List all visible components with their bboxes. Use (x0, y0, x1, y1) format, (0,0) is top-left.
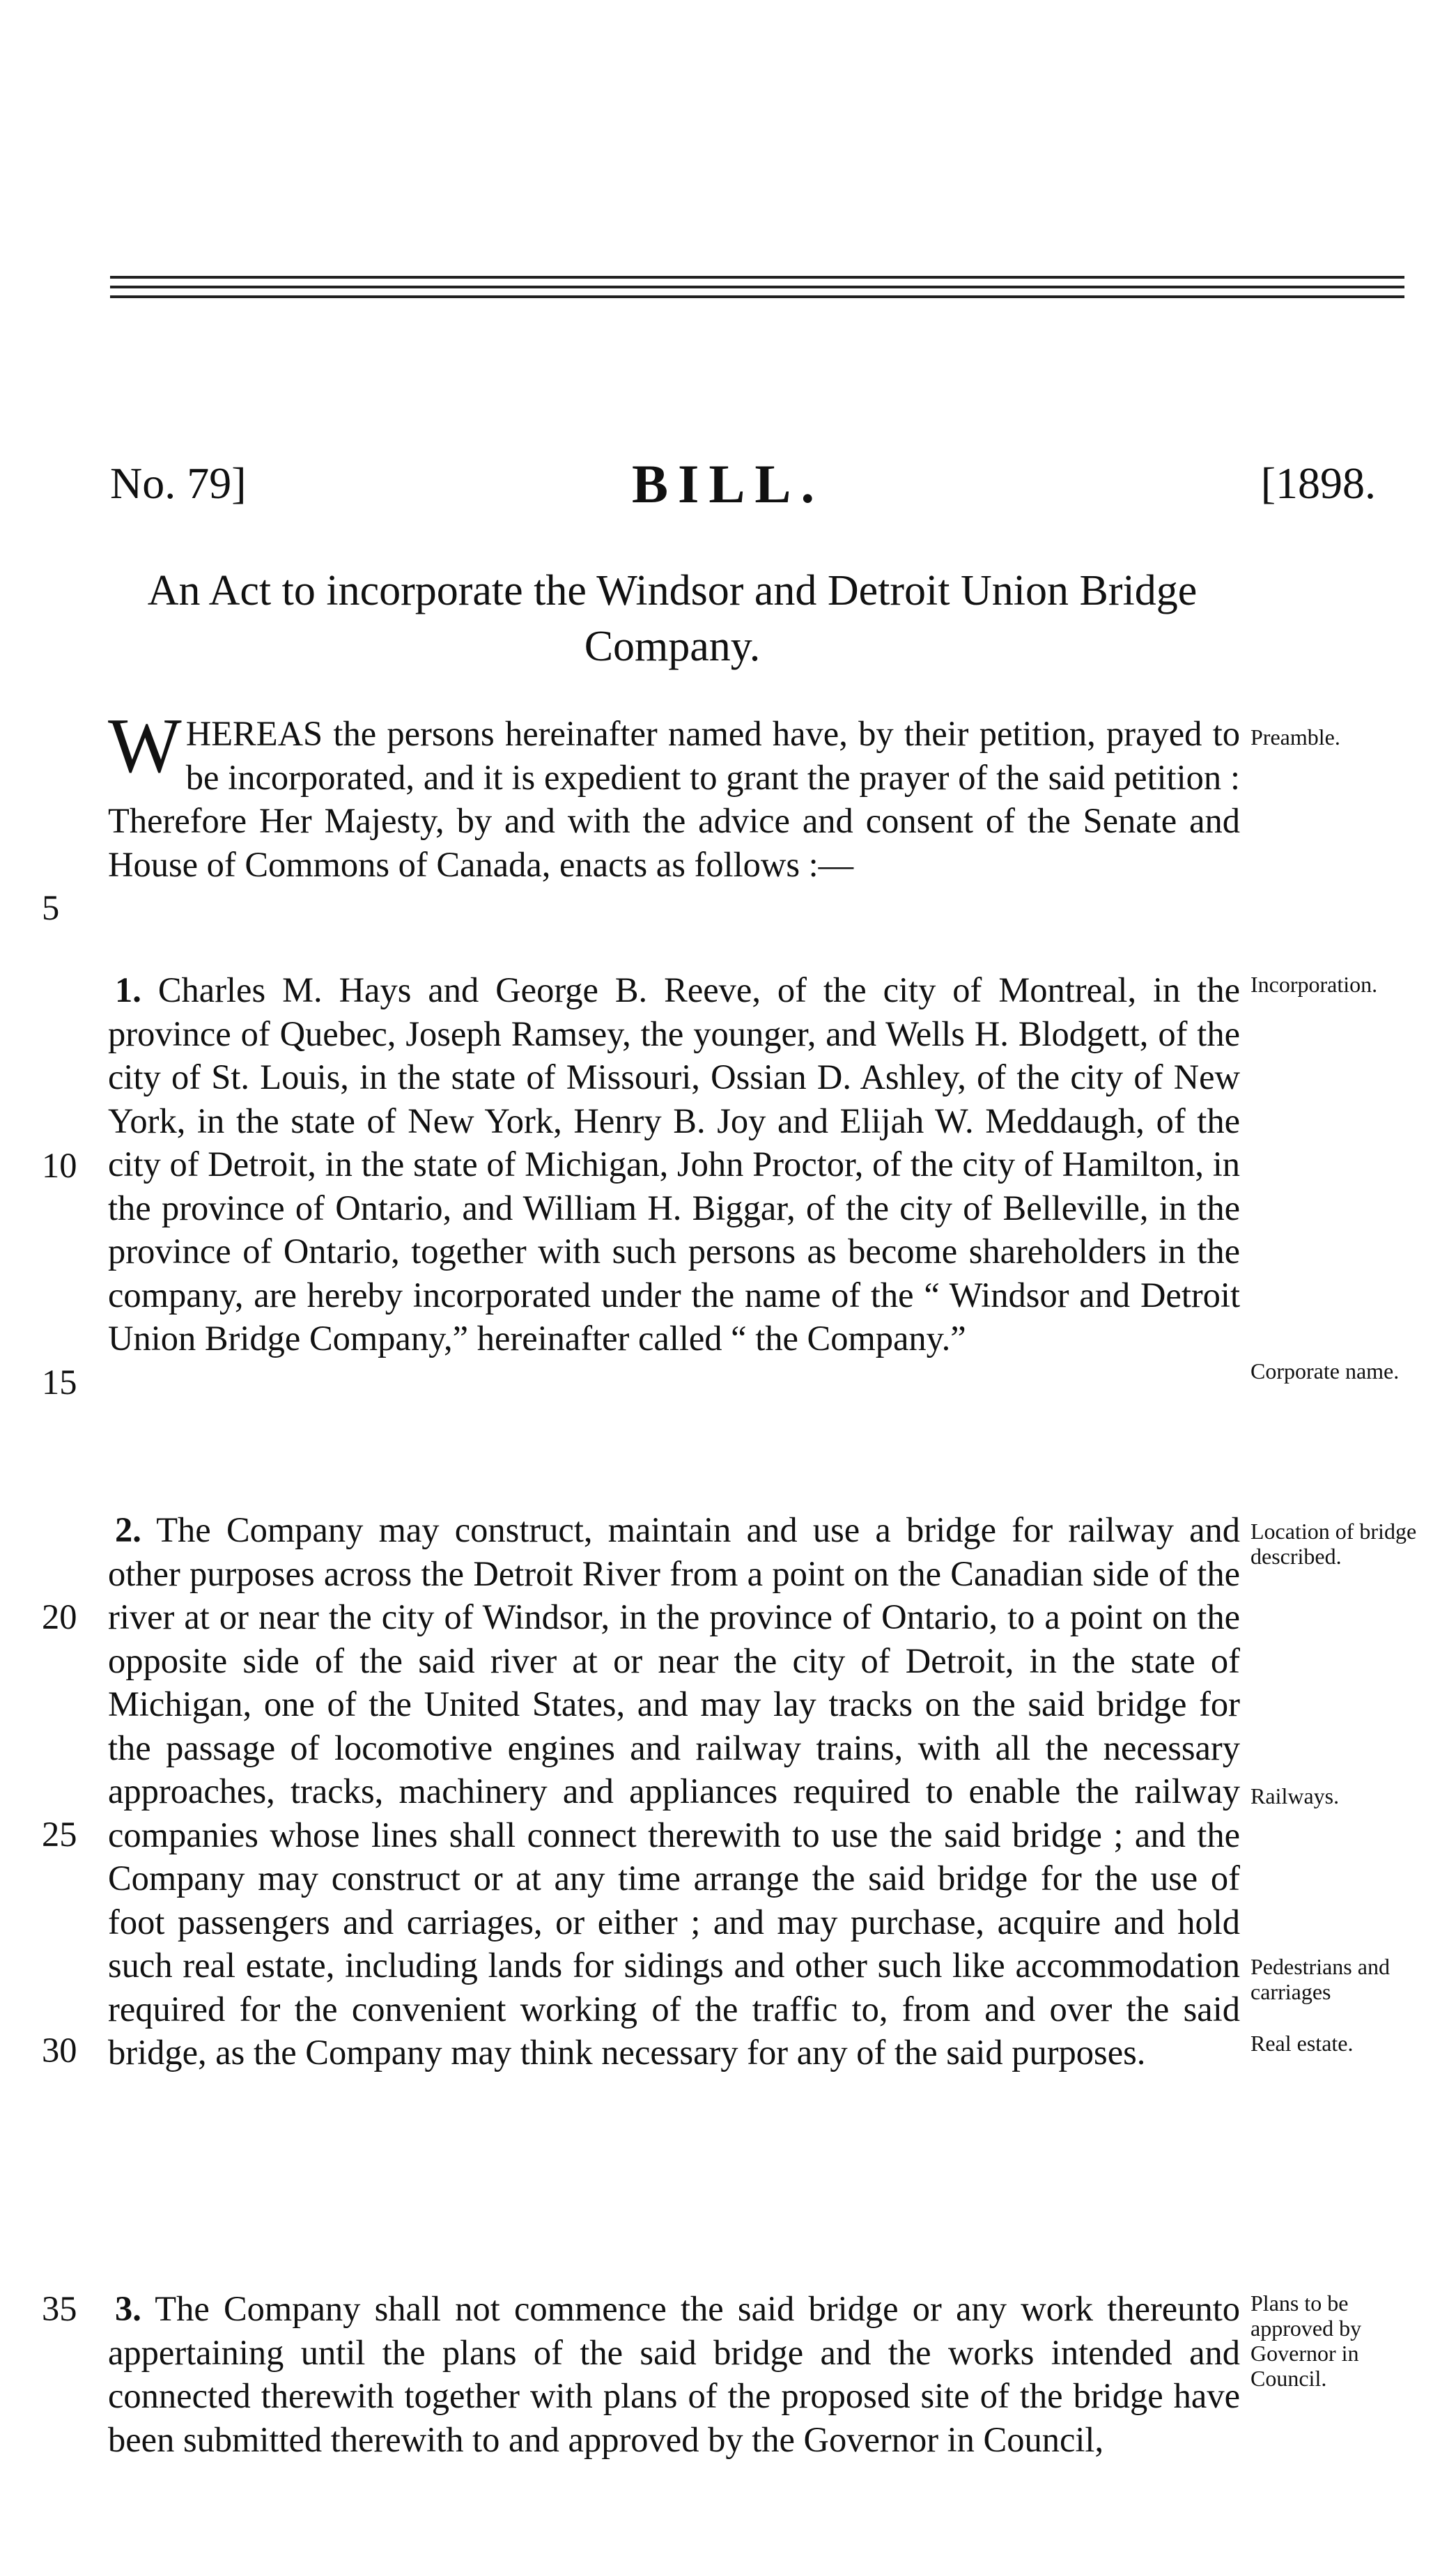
line-number: 20 (42, 1597, 77, 1636)
marginal-note: Preamble. (1250, 724, 1340, 750)
line-number: 30 (42, 2031, 77, 2070)
top-rule-2 (110, 286, 1404, 288)
marginal-note: Incorporation. (1250, 972, 1378, 997)
marginal-note: Railways. (1250, 1783, 1340, 1808)
section-number: 2. (115, 1510, 141, 1549)
section-2 (108, 1508, 1240, 2075)
bill-number: No. 79] (110, 458, 247, 508)
marginal-note: Corporate name. (1250, 1358, 1400, 1384)
preamble-dropcap: W (108, 703, 182, 789)
section-3 (108, 2287, 1240, 2461)
top-rule-3 (110, 295, 1404, 298)
bill-year: [1898. (1260, 458, 1376, 508)
line-number: 25 (42, 1815, 77, 1854)
top-rule-1 (110, 276, 1404, 279)
act-title: An Act to incorporate the Windsor and Detroit Union Bridge Company. (147, 567, 1198, 670)
marginal-note: Real estate. (1250, 2031, 1354, 2056)
line-number: 35 (42, 2289, 77, 2328)
preamble (108, 703, 1240, 886)
section-text: The Company shall not commence the said bridge or any work thereunto appertaining until the plans of the said bridge and the works intended and connected therewith together with plans of the proposed site of the bridge have been submitted therewith to and approved by the Governor in Council, (108, 2289, 1240, 2459)
line-number: 5 (42, 888, 60, 927)
line-number: 15 (42, 1363, 77, 1402)
section-number: 3. (115, 2289, 141, 2328)
section-text: The Company may construct, maintain and use a bridge for railway and other purposes across the Detroit River from a point on the Canadian side of the river at or near the city of Windsor, in the province of Ontario, to a point on the opposite side of the said river at or near the city of Detroit, in the state of Michigan, one of the United States, and may lay tracks on the said bridge for the passage of locomotive engines and railway trains, with all the necessary approaches, tracks, machinery and appliances required to enable the railway companies whose lines shall connect therewith to use the said bridge ; and the Company may construct or at any time arrange the said bridge for the use of foot passengers and carriages, or either ; and may purchase, acquire and hold such real estate, including lands for sidings and other such like accommodation required for the convenient working of the traffic to, from and over the said bridge, as the Company may think necessary for any of the said purposes. (108, 1510, 1240, 2072)
marginal-note: Pedestrians and carriages (1250, 1954, 1390, 2004)
section-number: 1. (115, 970, 141, 1009)
marginal-note: Location of bridge described. (1250, 1519, 1417, 1569)
marginal-note: Plans to be approved by Governor in Council. (1250, 2291, 1362, 2391)
line-number: 10 (42, 1146, 77, 1185)
preamble-text: HEREAS the persons hereinafter named have, by their petition, prayed to be incorporated, and it is expedient to grant the prayer of the said petition : Therefore Her Majesty, by and with the advice and consent of the Senate and House of Commons of Canada, enacts as follows :— (108, 714, 1240, 884)
bill-heading: BILL. (632, 454, 824, 514)
section-1 (108, 968, 1240, 1361)
section-text: Charles M. Hays and George B. Reeve, of the city of Montreal, in the province of Quebec, Joseph Ramsey, the younger, and Wells H. Blodgett, of the city of St. Louis, in the state of Missouri, Ossian D. Ashley, of the city of New York, in the state of New York, Henry B. Joy and Elijah W. Meddaugh, of the city of Detroit, in the state of Michigan, John Proctor, of the city of Hamilton, in the province of Ontario, and William H. Biggar, of the city of Belleville, in the province of Ontario, together with such persons as become shareholders in the company, are hereby incorporated under the name of the “ Windsor and Detroit Union Bridge Company,” hereinafter called “ the Company.” (108, 970, 1240, 1358)
